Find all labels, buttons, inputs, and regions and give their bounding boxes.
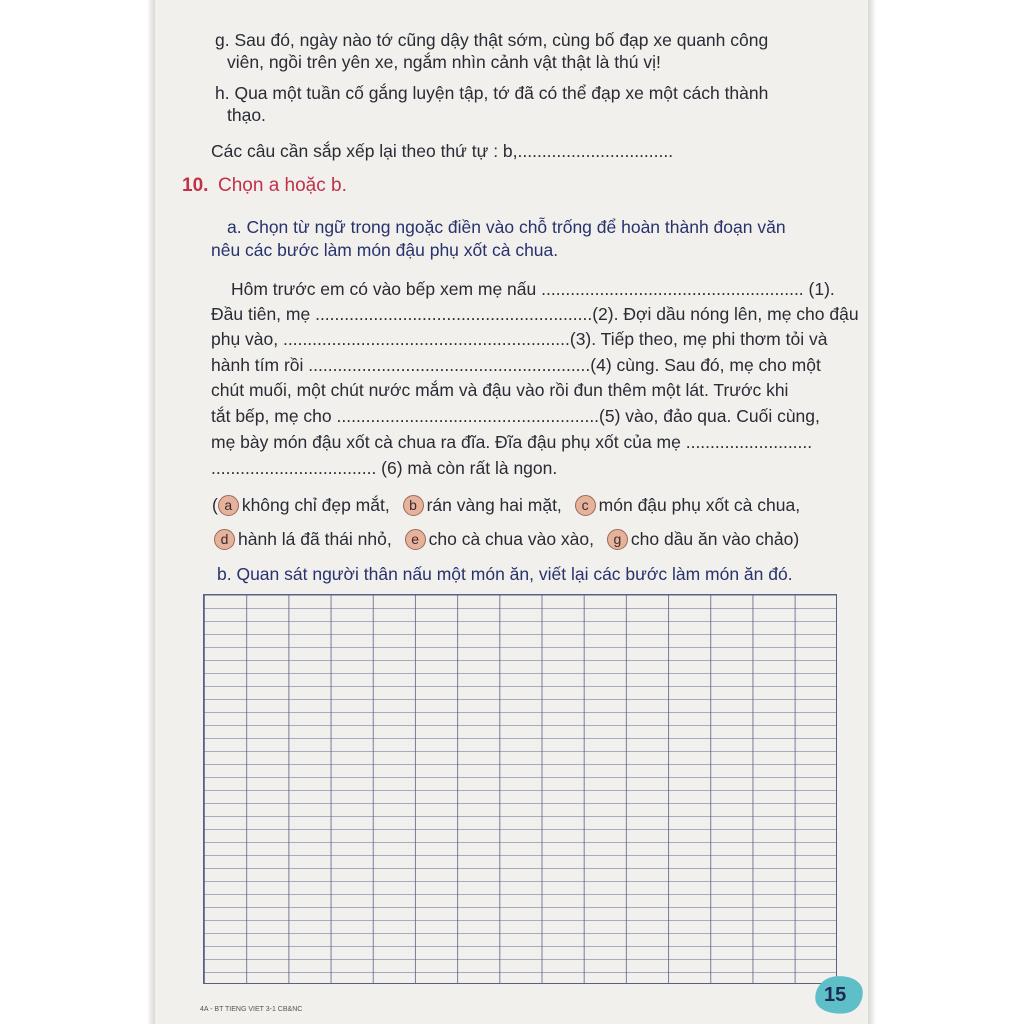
- page-number-badge: [815, 976, 865, 1016]
- option-badge-a: a: [218, 495, 239, 516]
- workbook-page: [155, 0, 868, 1024]
- page-shadow-left: [147, 0, 155, 1024]
- option-text-b: rán vàng hai mặt,: [426, 495, 562, 515]
- passage-line-6: tắt bếp, mẹ cho ......................................................(5) vào, đảo qua. Cuối cùng,: [211, 406, 820, 426]
- option-text-g: cho dầu ăn vào chảo): [630, 529, 800, 549]
- page-shadow-right: [868, 0, 876, 1024]
- passage-line-8: .................................. (6) mà còn rất là ngon.: [211, 458, 558, 478]
- part-a-prompt-line-2: nêu các bước làm món đậu phụ xốt cà chua.: [211, 240, 559, 260]
- options-row-2: [214, 528, 799, 550]
- exercise-title: Chọn a hoặc b.: [218, 175, 347, 196]
- option-text-d: hành lá đã thái nhỏ,: [238, 529, 392, 549]
- item-h-line-2: thạo.: [227, 105, 266, 125]
- item-g-line-2: viên, ngồi trên yên xe, ngắm nhìn cảnh vật thật là thú vị!: [227, 52, 661, 72]
- option-text-a: không chỉ đẹp mắt,: [241, 495, 390, 515]
- option-badge-e: e: [405, 529, 426, 550]
- part-b-prompt: b. Quan sát người thân nấu một món ăn, viết lại các bước làm món ăn đó.: [217, 564, 793, 584]
- passage-line-1: Hôm trước em có vào bếp xem mẹ nấu ...................................................... (1).: [231, 279, 835, 299]
- footer-text: 4A - BT TIENG VIET 3-1 CB&NC: [200, 1006, 303, 1013]
- option-badge-g: g: [607, 529, 628, 550]
- options-row-1: ( a không chỉ đẹp mắt, b rán vàng hai mặt, c món đậu phụ xốt cà chua,: [212, 495, 801, 515]
- exercise-number: 10.: [182, 175, 209, 196]
- option-text-e: cho cà chua vào xào,: [428, 529, 595, 549]
- option-text-c: món đậu phụ xốt cà chua,: [598, 495, 801, 515]
- option-badge-c: c: [575, 495, 596, 516]
- item-h-line-1: h. Qua một tuần cố gắng luyện tập, tớ đã có thể đạp xe một cách thành: [215, 83, 769, 103]
- passage-line-3: phụ vào, ...........................................................(3). Tiếp theo, mẹ phi thơm tỏi và: [211, 329, 828, 349]
- option-badge-b: b: [403, 495, 424, 516]
- item-g-line-1: g. Sau đó, ngày nào tớ cũng dậy thật sớm, cùng bố đạp xe quanh công: [215, 30, 769, 50]
- passage-line-2: Đầu tiên, mẹ .........................................................(2). Đợi dầu nóng lên, mẹ cho đậu: [211, 304, 859, 324]
- passage-line-5: chút muối, một chút nước mắm và đậu vào rồi đun thêm một lát. Trước khi: [211, 380, 789, 400]
- part-a-prompt-line-1: a. Chọn từ ngữ trong ngoặc điền vào chỗ trống để hoàn thành đoạn văn: [227, 217, 786, 237]
- passage-line-4: hành tím rồi ..........................................................(4) cùng. Sau đó, mẹ cho một: [211, 355, 821, 375]
- passage-line-7: mẹ bày món đậu xốt cà chua ra đĩa. Đĩa đậu phụ xốt của mẹ ..........................: [211, 432, 813, 452]
- option-badge-d: d: [214, 529, 235, 550]
- handwriting-grid[interactable]: [203, 594, 837, 984]
- page-number: 15: [824, 984, 847, 1006]
- order-answer-line: Các câu cần sắp xếp lại theo thứ tự : b,................................: [211, 141, 674, 161]
